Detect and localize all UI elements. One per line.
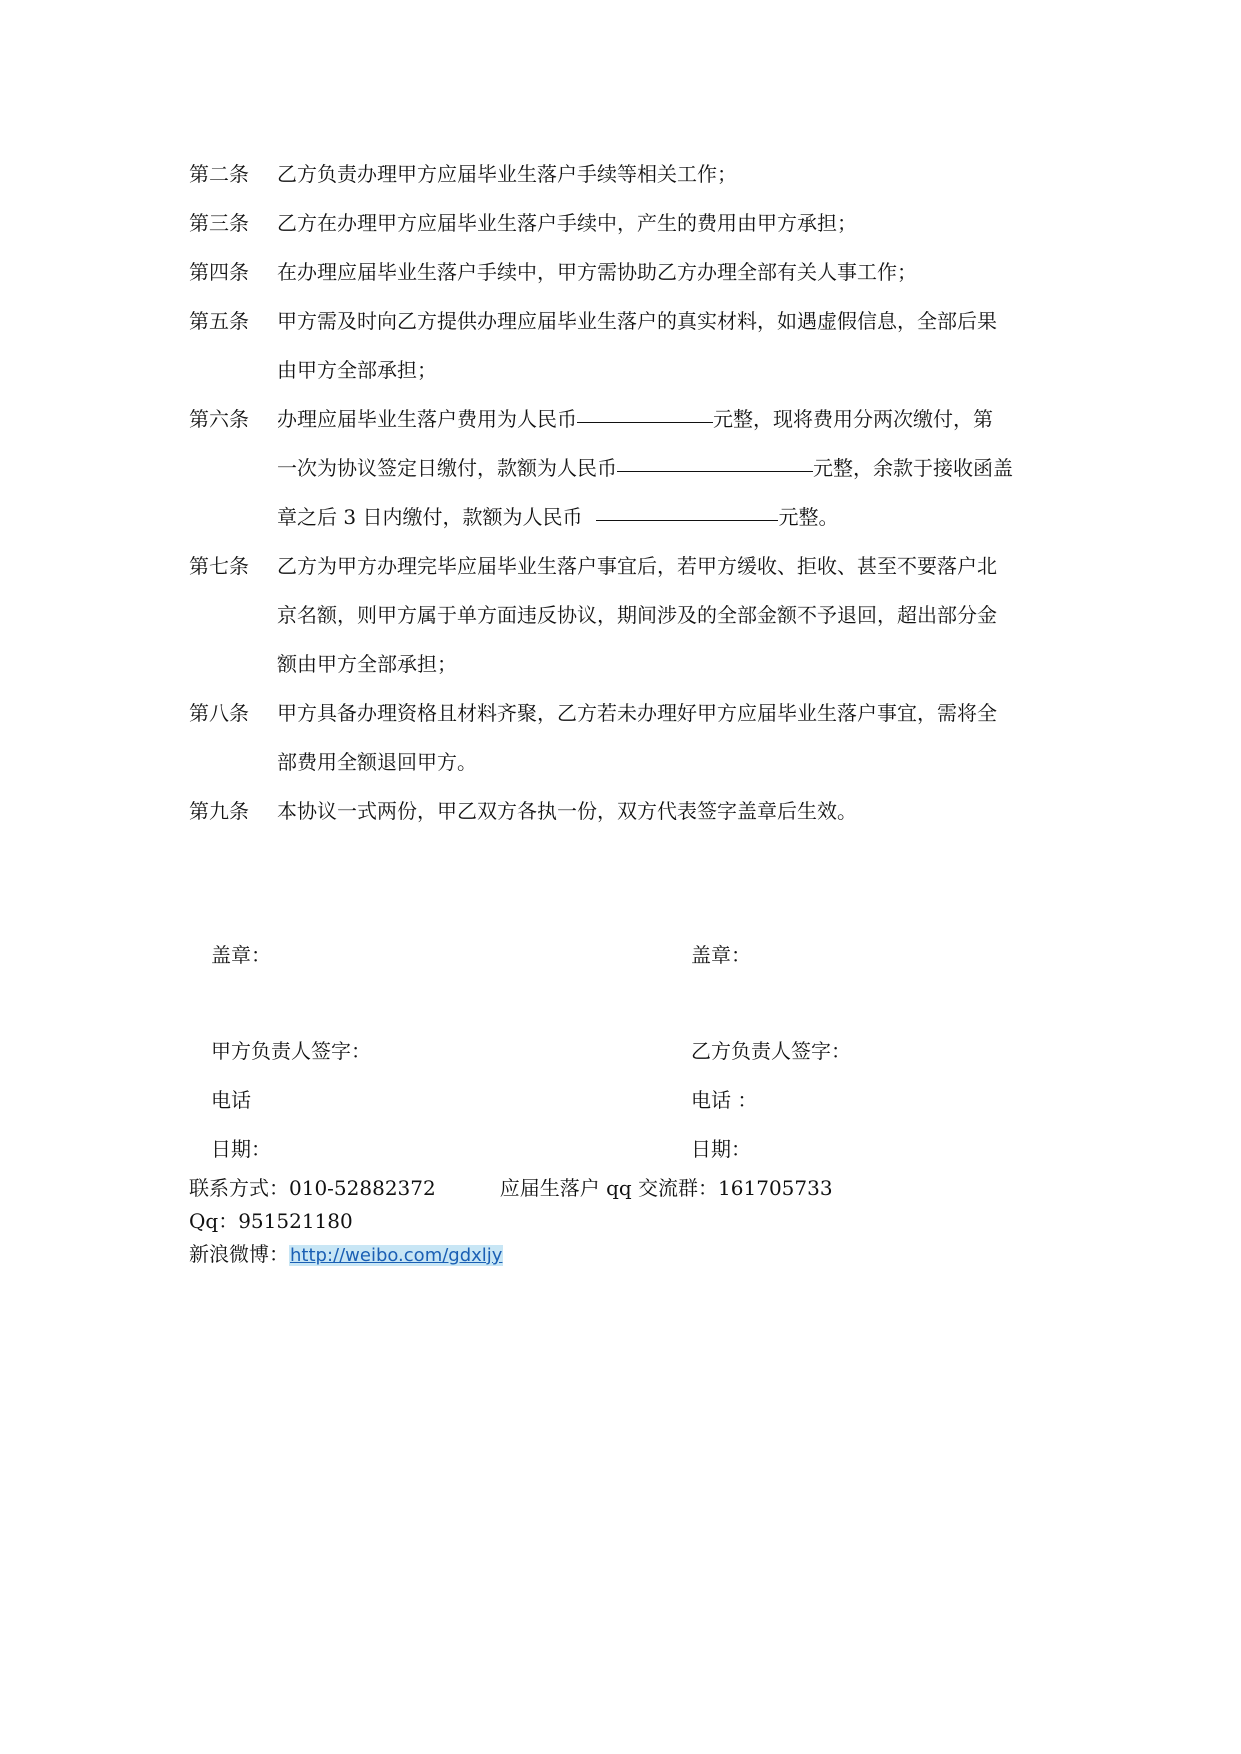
party-b-date-label: 日期： (691, 1137, 751, 1161)
article-text: 乙方负责办理甲方应届毕业生落户手续等相关工作； (277, 162, 737, 186)
party-a-date-label: 日期： (211, 1137, 271, 1161)
contact-qq: Qq：951521180 (189, 1209, 353, 1233)
contact-weibo-row (189, 1240, 503, 1270)
article-number: 第二条 (189, 162, 249, 186)
article-number: 第七条 (189, 554, 249, 578)
party-b-signer-label: 乙方负责人签字： (691, 1039, 851, 1063)
article-8 (189, 689, 1059, 787)
article-text-line: 京名额，则甲方属于单方面违反协议，期间涉及的全部金额不予退回，超出部分金 (277, 603, 997, 627)
article-number: 第四条 (189, 260, 249, 284)
amount-blank-remaining (596, 493, 778, 521)
article-text: 乙方在办理甲方应届毕业生落户手续中，产生的费用由甲方承担； (277, 211, 857, 235)
contact-weibo-label: 新浪微博： (189, 1242, 289, 1266)
party-a-phone-label: 电话 (211, 1088, 251, 1112)
party-b-seal-label: 盖章： (691, 943, 751, 967)
contact-row (189, 1174, 833, 1202)
article-number: 第五条 (189, 309, 249, 333)
article-text: 一次为协议签定日缴付，款额为人民币 (277, 456, 617, 480)
article-2 (189, 150, 1059, 199)
article-text: 在办理应届毕业生落户手续中，甲方需协助乙方办理全部有关人事工作； (277, 260, 917, 284)
contact-qq-group: 应届生落户 qq 交流群：161705733 (499, 1176, 833, 1200)
article-text: 本协议一式两份，甲乙双方各执一份，双方代表签字盖章后生效。 (277, 799, 857, 823)
article-text-line: 额由甲方全部承担； (277, 652, 457, 676)
article-text: 元整，余款于接收函盖 (813, 456, 1013, 480)
article-number: 第九条 (189, 799, 249, 823)
article-number: 第三条 (189, 211, 249, 235)
article-text-line: 甲方需及时向乙方提供办理应届毕业生落户的真实材料，如遇虚假信息，全部后果 (277, 309, 997, 333)
article-6 (189, 395, 1059, 542)
amount-blank-first (617, 444, 813, 472)
article-text: 元整。 (778, 505, 839, 529)
article-text-line: 由甲方全部承担； (277, 358, 437, 382)
weibo-link[interactable]: http://weibo.com/gdxljy (290, 1245, 503, 1266)
article-4 (189, 248, 1059, 297)
article-text-line: 甲方具备办理资格且材料齐聚，乙方若未办理好甲方应届毕业生落户事宜，需将全 (277, 701, 997, 725)
article-number: 第六条 (189, 407, 249, 431)
party-b-phone-label: 电话 ： (691, 1088, 758, 1112)
article-text: 办理应届毕业生落户费用为人民币 (277, 407, 577, 431)
article-7 (189, 542, 1059, 689)
article-number: 第八条 (189, 701, 249, 725)
article-text: 章之后 3 日内缴付，款额为人民币 (277, 505, 583, 529)
article-text: 元整，现将费用分两次缴付，第 (713, 407, 993, 431)
article-text-line: 部费用全额退回甲方。 (277, 750, 477, 774)
contact-phone: 联系方式：010-52882372 (189, 1176, 436, 1200)
party-a-signer-label: 甲方负责人签字： (211, 1039, 371, 1063)
amount-blank-total (577, 395, 713, 423)
article-text-line: 乙方为甲方办理完毕应届毕业生落户事宜后，若甲方缓收、拒收、甚至不要落户北 (277, 554, 997, 578)
article-3 (189, 199, 1059, 248)
article-9 (189, 787, 1059, 836)
party-a-seal-label: 盖章： (211, 943, 271, 967)
article-5 (189, 297, 1059, 395)
